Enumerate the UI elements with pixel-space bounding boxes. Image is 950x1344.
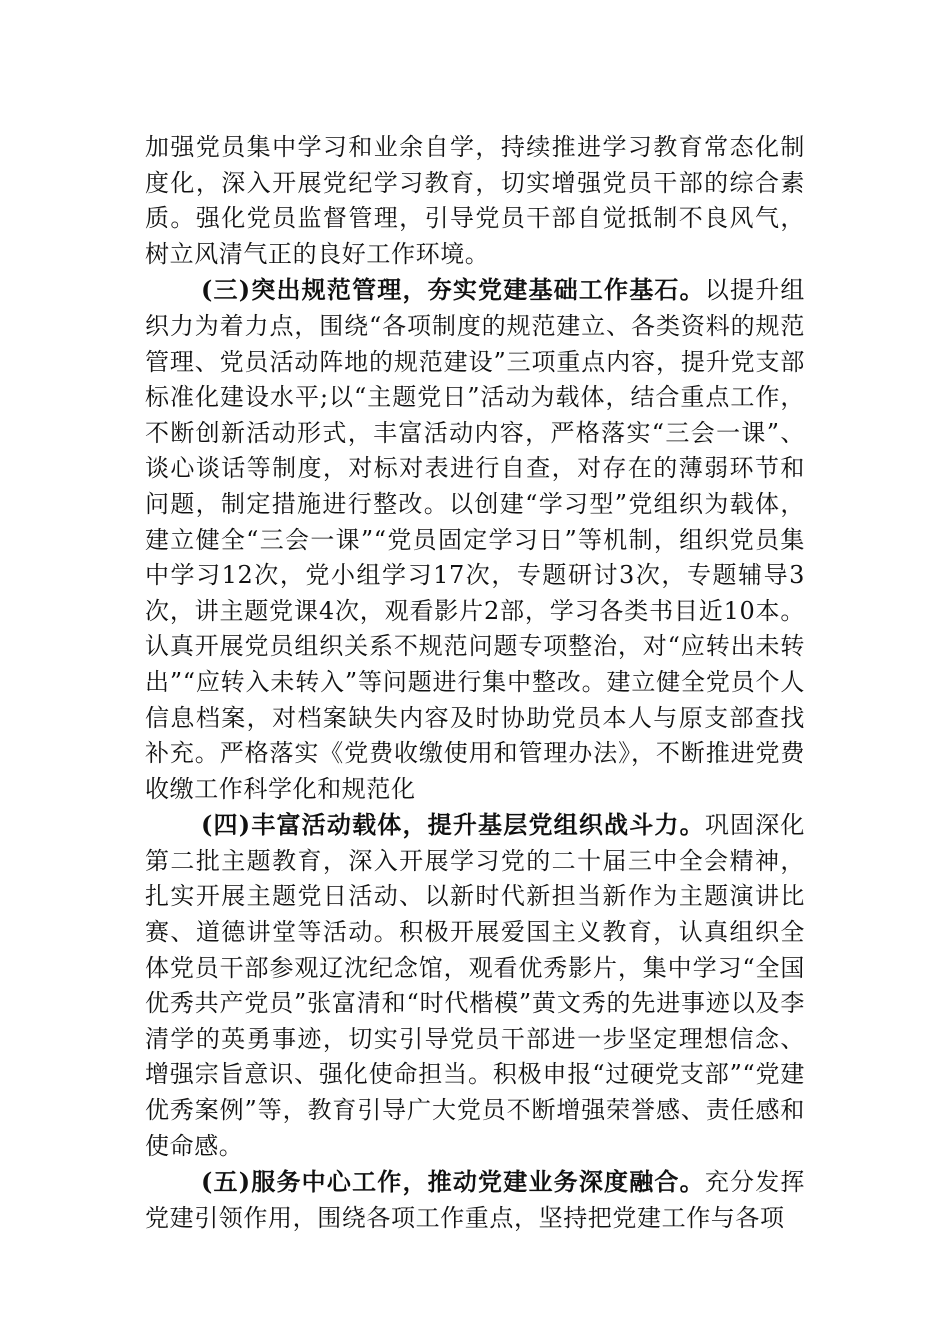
paragraph-3-body: 巩固深化第二批主题教育，深入开展学习党的二十届三中全会精神，扎实开展主题党日活动、以新时代新担当新作为主题演讲比赛、道德讲堂等活动。积极开展爱国主义教育，认真组织全体党员干部参观辽沈纪念馆，观看优秀影片，集中学习“全国优秀共产党员”张富清和“时代楷模”黄文秀的先进事迹以及李清学的英勇事迹，切实引导党员干部进一步坚定理想信念、增强宗旨意识、强化使命担当。积极申报“过硬党支部”“党建优秀案例”等，教育引导广大党员不断增强荣誉感、责任感和使命感。 — [145, 811, 805, 1160]
paragraph-3-heading: (四)丰富活动载体，提升基层党组织战斗力。 — [201, 810, 705, 840]
document-page — [145, 130, 805, 1236]
paragraph-1 — [145, 130, 805, 272]
paragraph-1-body: 加强党员集中学习和业余自学，持续推进学习教育常态化制度化，深入开展党纪学习教育，切实增强党员干部的综合素质。强化党员监督管理，引导党员干部自觉抵制不良风气，树立风清气正的良好工作环境。 — [145, 133, 805, 268]
paragraph-4 — [145, 1164, 805, 1236]
paragraph-2-body: 以提升组织力为着力点，围绕“各项制度的规范建立、各类资料的规范管理、党员活动阵地的规范建设”三项重点内容，提升党支部标准化建设水平;以“主题党日”活动为载体，结合重点工作，不断创新活动形式，丰富活动内容，严格落实“三会一课”、谈心谈话等制度，对标对表进行自查，对存在的薄弱环节和问题，制定措施进行整改。以创建“学习型”党组织为载体，建立健全“三会一课”“党员固定学习日”等机制，组织党员集中学习12次，党小组学习17次，专题研讨3次，专题辅导3次，讲主题党课4次，观看影片2部，学习各类书目近10本。认真开展党员组织关系不规范问题专项整治，对“应转出未转出”“应转入未转入”等问题进行集中整改。建立健全党员个人信息档案，对档案缺失内容及时协助党员本人与原支部查找补充。严格落实《党费收缴使用和管理办法》，不断推进党费收缴工作科学化和规范化 — [145, 276, 805, 803]
paragraph-2-heading: (三)突出规范管理，夯实党建基础工作基石。 — [201, 275, 705, 305]
paragraph-3 — [145, 807, 805, 1164]
paragraph-2 — [145, 272, 805, 807]
paragraph-4-heading: (五)服务中心工作，推动党建业务深度融合。 — [201, 1167, 705, 1197]
paragraph-4-body: 充分发挥党建引领作用，围绕各项工作重点，坚持把党建工作与各项 — [145, 1168, 805, 1232]
